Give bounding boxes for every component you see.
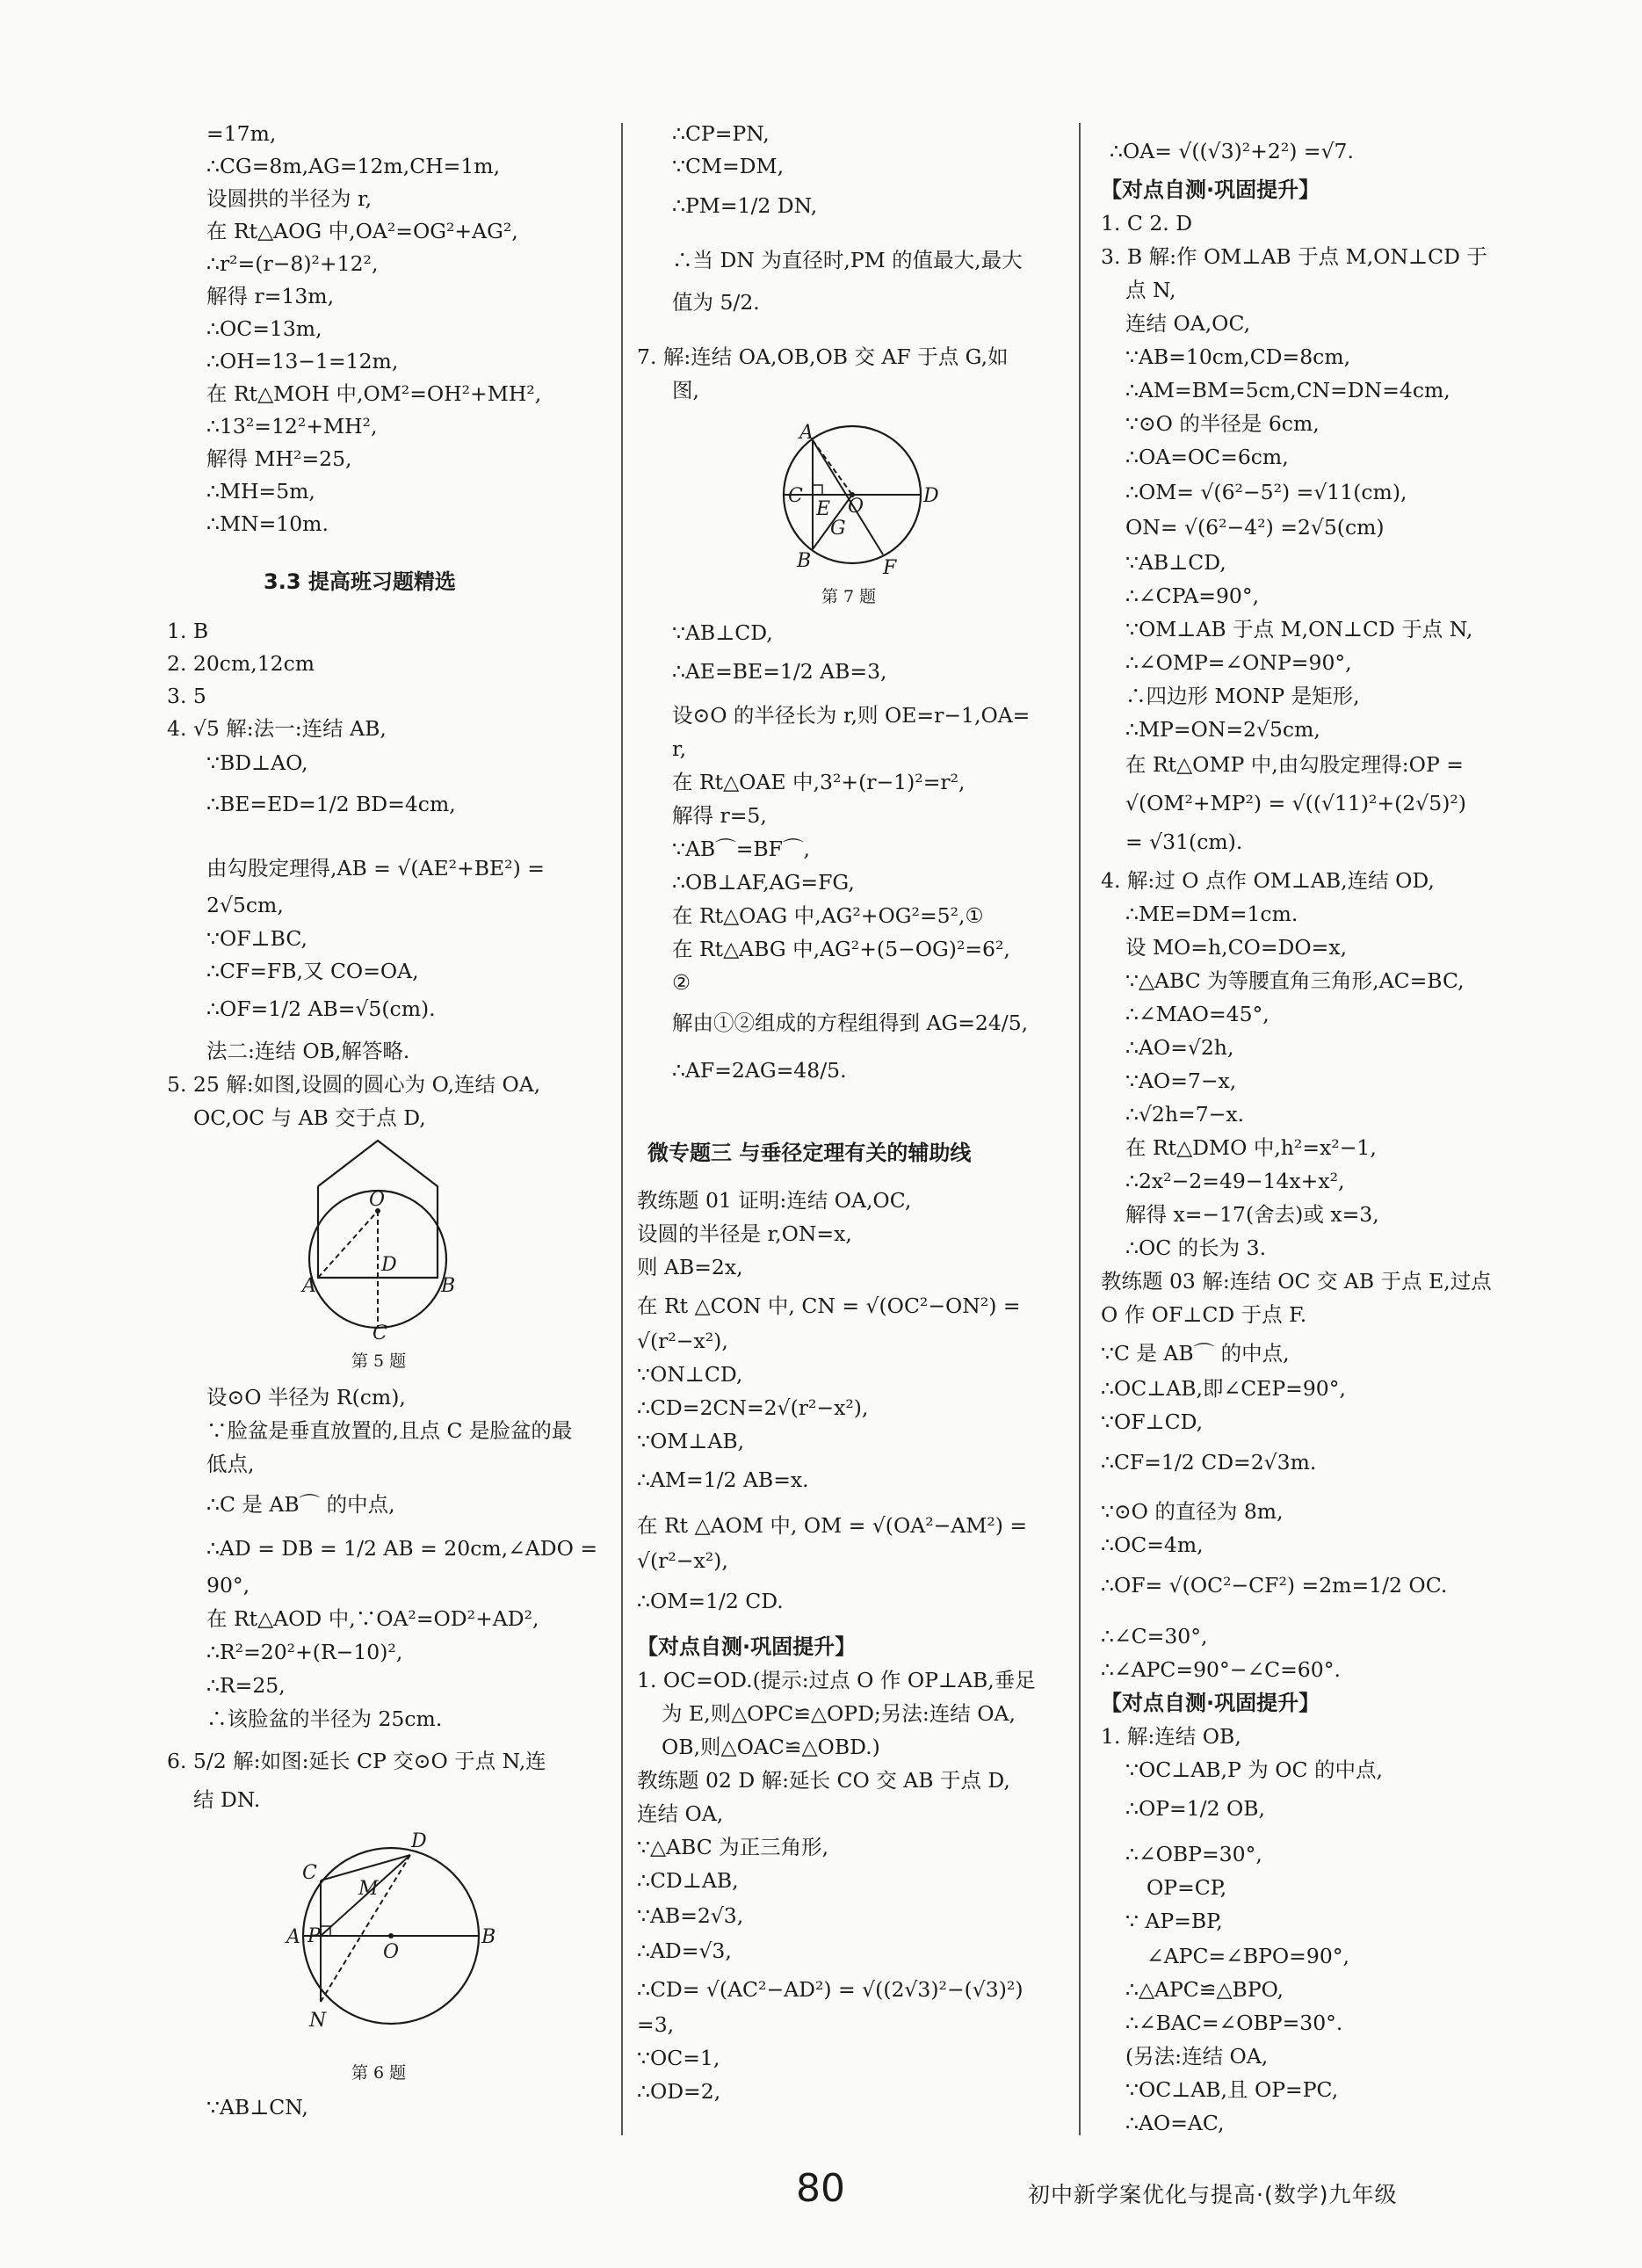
text-line: 2√5cm, [206,893,284,917]
text-line: ∴OC⊥AB,即∠CEP=90°, [1101,1376,1346,1401]
text-line: ∴OC=4m, [1101,1533,1204,1557]
text-line: 解得 MH²=25, [206,446,352,471]
section-heading: 微专题三 与垂径定理有关的辅助线 [647,1141,972,1165]
answer-line: 5. 25 解:如图,设圆的圆心为 O,连结 OA, [167,1072,541,1097]
text-line: ∴AF=2AG=48/5. [672,1058,847,1083]
text-line: ∵⊙O 的直径为 8m, [1101,1499,1284,1524]
text-line: 连结 OA, [637,1801,724,1826]
text-line: 结 DN. [193,1787,261,1812]
text-line: ∵OC⊥AB,且 OP=PC, [1125,2077,1339,2102]
column-divider [621,123,623,2135]
text-line: ∴OA=OC=6cm, [1125,445,1289,469]
text-line: ∵OF⊥CD, [1101,1409,1204,1434]
text-line: ∴CG=8m,AG=12m,CH=1m, [206,154,501,178]
text-line: ∴AM=1/2 AB=x. [637,1467,809,1492]
label-G: G [830,518,846,540]
page-number: 80 [796,2166,845,2211]
text-line: ∵CM=DM, [672,154,785,178]
text-line: ∴AD=√3, [637,1938,732,1963]
text-line: ∴R=25, [206,1673,286,1698]
text-line: 在 Rt△MOH 中,OM²=OH²+MH², [206,381,542,406]
figure-6-caption: 第 6 题 [351,2063,407,2083]
label-F: F [883,557,897,579]
text-line: 解得 r=13m, [206,284,335,308]
text-line: ∴MN=10m. [206,511,329,536]
label-D: D [381,1254,397,1276]
text-line: ∵AB⌒=BF⌒, [672,837,810,861]
text-line: 解得 r=5, [672,803,767,828]
text-line: ∵⊙O 的半径是 6cm, [1125,411,1320,436]
figure-5-caption: 第 5 题 [351,1351,407,1371]
answer-line: 1. C 2. D [1101,211,1193,235]
answer-line: 4. 解:过 O 点作 OM⊥AB,连结 OD, [1101,868,1435,893]
answer-line: 6. 5/2 解:如图:延长 CP 交⊙O 于点 N,连 [167,1749,546,1773]
text-line: ∴∠APC=90°−∠C=60°. [1101,1657,1341,1682]
text-line: ∵△ABC 为等腰直角三角形,AC=BC, [1125,968,1465,993]
text-line: 设 MO=h,CO=DO=x, [1125,935,1348,960]
text-line: ∴MP=ON=2√5cm, [1125,717,1320,742]
text-line: ∵AO=7−x, [1125,1069,1237,1093]
text-line: ∴∠OBP=30°, [1125,1842,1262,1866]
book-title-footer: 初中新学案优化与提高·(数学)九年级 [1028,2182,1398,2207]
label-O: O [369,1189,386,1211]
label-P: P [307,1925,321,1947]
text-line: ∠APC=∠BPO=90°, [1147,1944,1349,1968]
text-line: 为 E,则△OPC≌△OPD;另法:连结 OA, [662,1701,1016,1726]
text-line: 设圆的半径是 r,ON=x, [637,1221,852,1246]
text-line: ∵脸盆是垂直放置的,且点 C 是脸盆的最 [206,1418,573,1443]
text-line: ∴当 DN 为直径时,PM 的值最大,最大 [672,248,1023,272]
text-line: ∵ON⊥CD, [637,1362,743,1387]
text-line: ∴∠BAC=∠OBP=30°. [1125,2011,1343,2035]
answer-line: 4. √5 解:法一:连结 AB, [167,716,387,741]
text-line: ∴OF= √(OC²−CF²) =2m=1/2 OC. [1101,1573,1448,1598]
text-line: ∵OF⊥BC, [206,926,307,951]
text-line: 低点, [206,1452,255,1476]
text-line: 点 N, [1125,278,1176,302]
text-line: ∴OB⊥AF,AG=FG, [672,870,855,895]
label-B: B [481,1926,496,1948]
text-line: 90°, [206,1573,250,1598]
text-line: ∴CD= √(AC²−AD²) = √((2√3)²−(√3)²) [637,1977,1024,2002]
answer-line: 1. OC=OD.(提示:过点 O 作 OP⊥AB,垂足 [637,1668,1036,1692]
text-line: ∴CF=1/2 CD=2√3m. [1101,1450,1317,1475]
text-line: ∵AB⊥CN, [206,2095,308,2119]
answer-line: 1. 解:连结 OB, [1101,1724,1241,1749]
answer-line: 3. B 解:作 OM⊥AB 于点 M,ON⊥CD 于 [1101,244,1487,269]
column-divider [1079,123,1081,2135]
text-line: ∴OP=1/2 OB, [1125,1796,1266,1821]
text-line: ON= √(6²−4²) =2√5(cm) [1125,515,1385,540]
text-line: 设⊙O 半径为 R(cm), [206,1385,406,1409]
text-line: 在 Rt △CON 中, CN = √(OC²−ON²) = [637,1293,1021,1318]
text-line: ∵ AP=BP, [1125,1909,1223,1933]
text-line: ∴OC=13m, [206,316,322,341]
answer-line: 7. 解:连结 OA,OB,OB 交 AF 于点 G,如 [637,344,1009,369]
text-line: ∴AO=AC, [1125,2111,1225,2135]
figure-6 [272,1826,496,2051]
text-line: ∴AM=BM=5cm,CN=DN=4cm, [1125,378,1450,402]
label-D: D [411,1830,427,1852]
text-line: ∴CF=FB,又 CO=OA, [206,959,419,983]
text-line: 法二:连结 OB,解答略. [206,1039,410,1063]
section-heading: 【对点自测·巩固提升】 [637,1634,857,1659]
label-O: O [383,1941,400,1963]
text-line: 在 Rt△OAE 中,3²+(r−1)²=r², [672,770,966,794]
text-line: 值为 5/2. [672,290,760,315]
text-line: O 作 OF⊥CD 于点 F. [1101,1302,1307,1327]
text-line: 在 Rt△DMO 中,h²=x²−1, [1125,1135,1377,1160]
text-line: ∴AO=√2h, [1125,1035,1234,1060]
label-A: A [302,1275,316,1297]
text-line: ∴CP=PN, [672,121,770,146]
text-line: ∴C 是 AB⌒ 的中点, [206,1492,395,1517]
answer-line: 2. 20cm,12cm [167,651,315,676]
label-N: N [309,2010,327,2032]
label-C: C [302,1862,317,1884]
text-line: ∴OM=1/2 CD. [637,1589,784,1613]
text-line: ∵AB=10cm,CD=8cm, [1125,344,1351,369]
exercise-line: 教练题 02 D 解:延长 CO 交 AB 于点 D, [637,1768,1010,1793]
text-line: ∴ME=DM=1cm. [1125,902,1298,926]
text-line: ∴MH=5m, [206,479,315,504]
text-line: ∴OC 的长为 3. [1125,1235,1267,1260]
text-line: 由勾股定理得,AB = √(AE²+BE²) = [206,856,545,880]
text-line: ∴∠OMP=∠ONP=90°, [1125,650,1352,675]
text-line: ∵BD⊥AO, [206,750,308,775]
text-line: ∴该脸盆的半径为 25cm. [206,1706,443,1731]
label-A: A [286,1926,300,1948]
label-M: M [358,1878,379,1900]
label-B: B [441,1275,456,1297]
text-line: ∴AE=BE=1/2 AB=3, [672,659,887,684]
exercise-line: 教练题 01 证明:连结 OA,OC, [637,1188,912,1213]
text-line: ∵OM⊥AB 于点 M,ON⊥CD 于点 N, [1125,617,1473,641]
text-line: 则 AB=2x, [637,1255,743,1279]
text-line: ∴∠MAO=45°, [1125,1002,1269,1026]
text-line: ∴∠CPA=90°, [1125,583,1260,608]
label-E: E [816,498,831,520]
text-line: √(r²−x²), [637,1548,728,1573]
text-line: 设⊙O 的半径长为 r,则 OE=r−1,OA= [672,703,1031,728]
text-line: ∴OH=13−1=12m, [206,349,399,373]
answer-line: 1. B [167,619,209,643]
text-line: 在 Rt△AOD 中,∵OA²=OD²+AD², [206,1606,539,1631]
text-line: ∴r²=(r−8)²+12², [206,251,379,276]
text-line: √(r²−x²), [637,1329,728,1353]
figure-7 [751,416,953,597]
section-heading: 3.3 提高班习题精选 [264,569,456,594]
text-line: 在 Rt△OMP 中,由勾股定理得:OP = [1125,752,1464,777]
text-line: ∵OC=1, [637,2046,720,2070]
text-line: ∵OM⊥AB, [637,1429,745,1453]
label-B: B [797,550,812,572]
text-line: 在 Rt △AOM 中, OM = √(OA²−AM²) = [637,1513,1028,1538]
text-line: ∴13²=12²+MH², [206,414,378,438]
answer-line: 3. 5 [167,684,206,708]
text-line: ∴BE=ED=1/2 BD=4cm, [206,792,456,816]
text-line: OC,OC 与 AB 交于点 D, [193,1105,426,1130]
text-line: ∴√2h=7−x. [1125,1102,1245,1127]
text-line: ∵AB=2√3, [637,1903,744,1928]
text-line: ∴OM= √(6²−5²) =√11(cm), [1125,480,1407,504]
text-line: ∴CD⊥AB, [637,1868,739,1893]
text-line: ∵△ABC 为正三角形, [637,1835,829,1859]
text-line: ∴△APC≌△BPO, [1125,1977,1284,2002]
exercise-line: 教练题 03 解:连结 OC 交 AB 于点 E,过点 [1101,1269,1492,1293]
text-line: 解得 x=−17(舍去)或 x=3, [1125,1202,1379,1227]
text-line: ∴四边形 MONP 是矩形, [1125,684,1360,708]
text-line: ∴PM=1/2 DN, [672,193,818,218]
text-line: = √31(cm). [1125,830,1243,854]
text-line: ∵C 是 AB⌒ 的中点, [1101,1341,1290,1366]
text-line: 在 Rt△OAG 中,AG²+OG²=5²,① [672,903,984,928]
text-line: ∴2x²−2=49−14x+x², [1125,1169,1345,1193]
text-line: 图, [672,378,699,402]
label-C: C [373,1322,387,1344]
text-line: 在 Rt△AOG 中,OA²=OG²+AG², [206,219,518,243]
text-line: ∴CD=2CN=2√(r²−x²), [637,1395,869,1420]
figure-7-caption: 第 7 题 [821,587,877,606]
text-line: 在 Rt△ABG 中,AG²+(5−OG)²=6², [672,937,1010,961]
section-heading: 【对点自测·巩固提升】 [1101,178,1320,202]
figure-5 [290,1141,466,1348]
label-C: C [788,485,803,507]
text-line: (另法:连结 OA, [1125,2044,1269,2069]
text-line: ∴R²=20²+(R−10)², [206,1640,403,1664]
label-A: A [799,422,814,444]
text-line: =17m, [206,121,277,146]
text-line: ∴OA= √((√3)²+2²) =√7. [1110,139,1354,163]
text-line: √(OM²+MP²) = √((√11)²+(2√5)²) [1125,791,1466,815]
text-line: =3, [637,2012,675,2037]
text-line: ∵OC⊥AB,P 为 OC 的中点, [1125,1757,1383,1782]
section-heading: 【对点自测·巩固提升】 [1101,1691,1320,1715]
text-line: OB,则△OAC≌△OBD.) [662,1735,880,1759]
text-line: r, [672,736,687,761]
text-line: 连结 OA,OC, [1125,311,1251,336]
text-line: 解由①②组成的方程组得到 AG=24/5, [672,1011,1029,1035]
text-line: OP=CP, [1147,1875,1227,1900]
text-line: ∵AB⊥CD, [672,620,773,645]
text-line: 设圆拱的半径为 r, [206,186,373,211]
label-D: D [923,485,939,507]
text-line: ∴AD = DB = 1/2 AB = 20cm,∠ADO = [206,1536,598,1561]
text-line: ∴OD=2, [637,2079,721,2104]
text-line: ∵AB⊥CD, [1125,550,1226,575]
text-line: ② [672,970,691,995]
text-line: ∴OF=1/2 AB=√5(cm). [206,996,436,1021]
label-O: O [848,496,864,518]
text-line: ∴∠C=30°, [1101,1624,1208,1648]
